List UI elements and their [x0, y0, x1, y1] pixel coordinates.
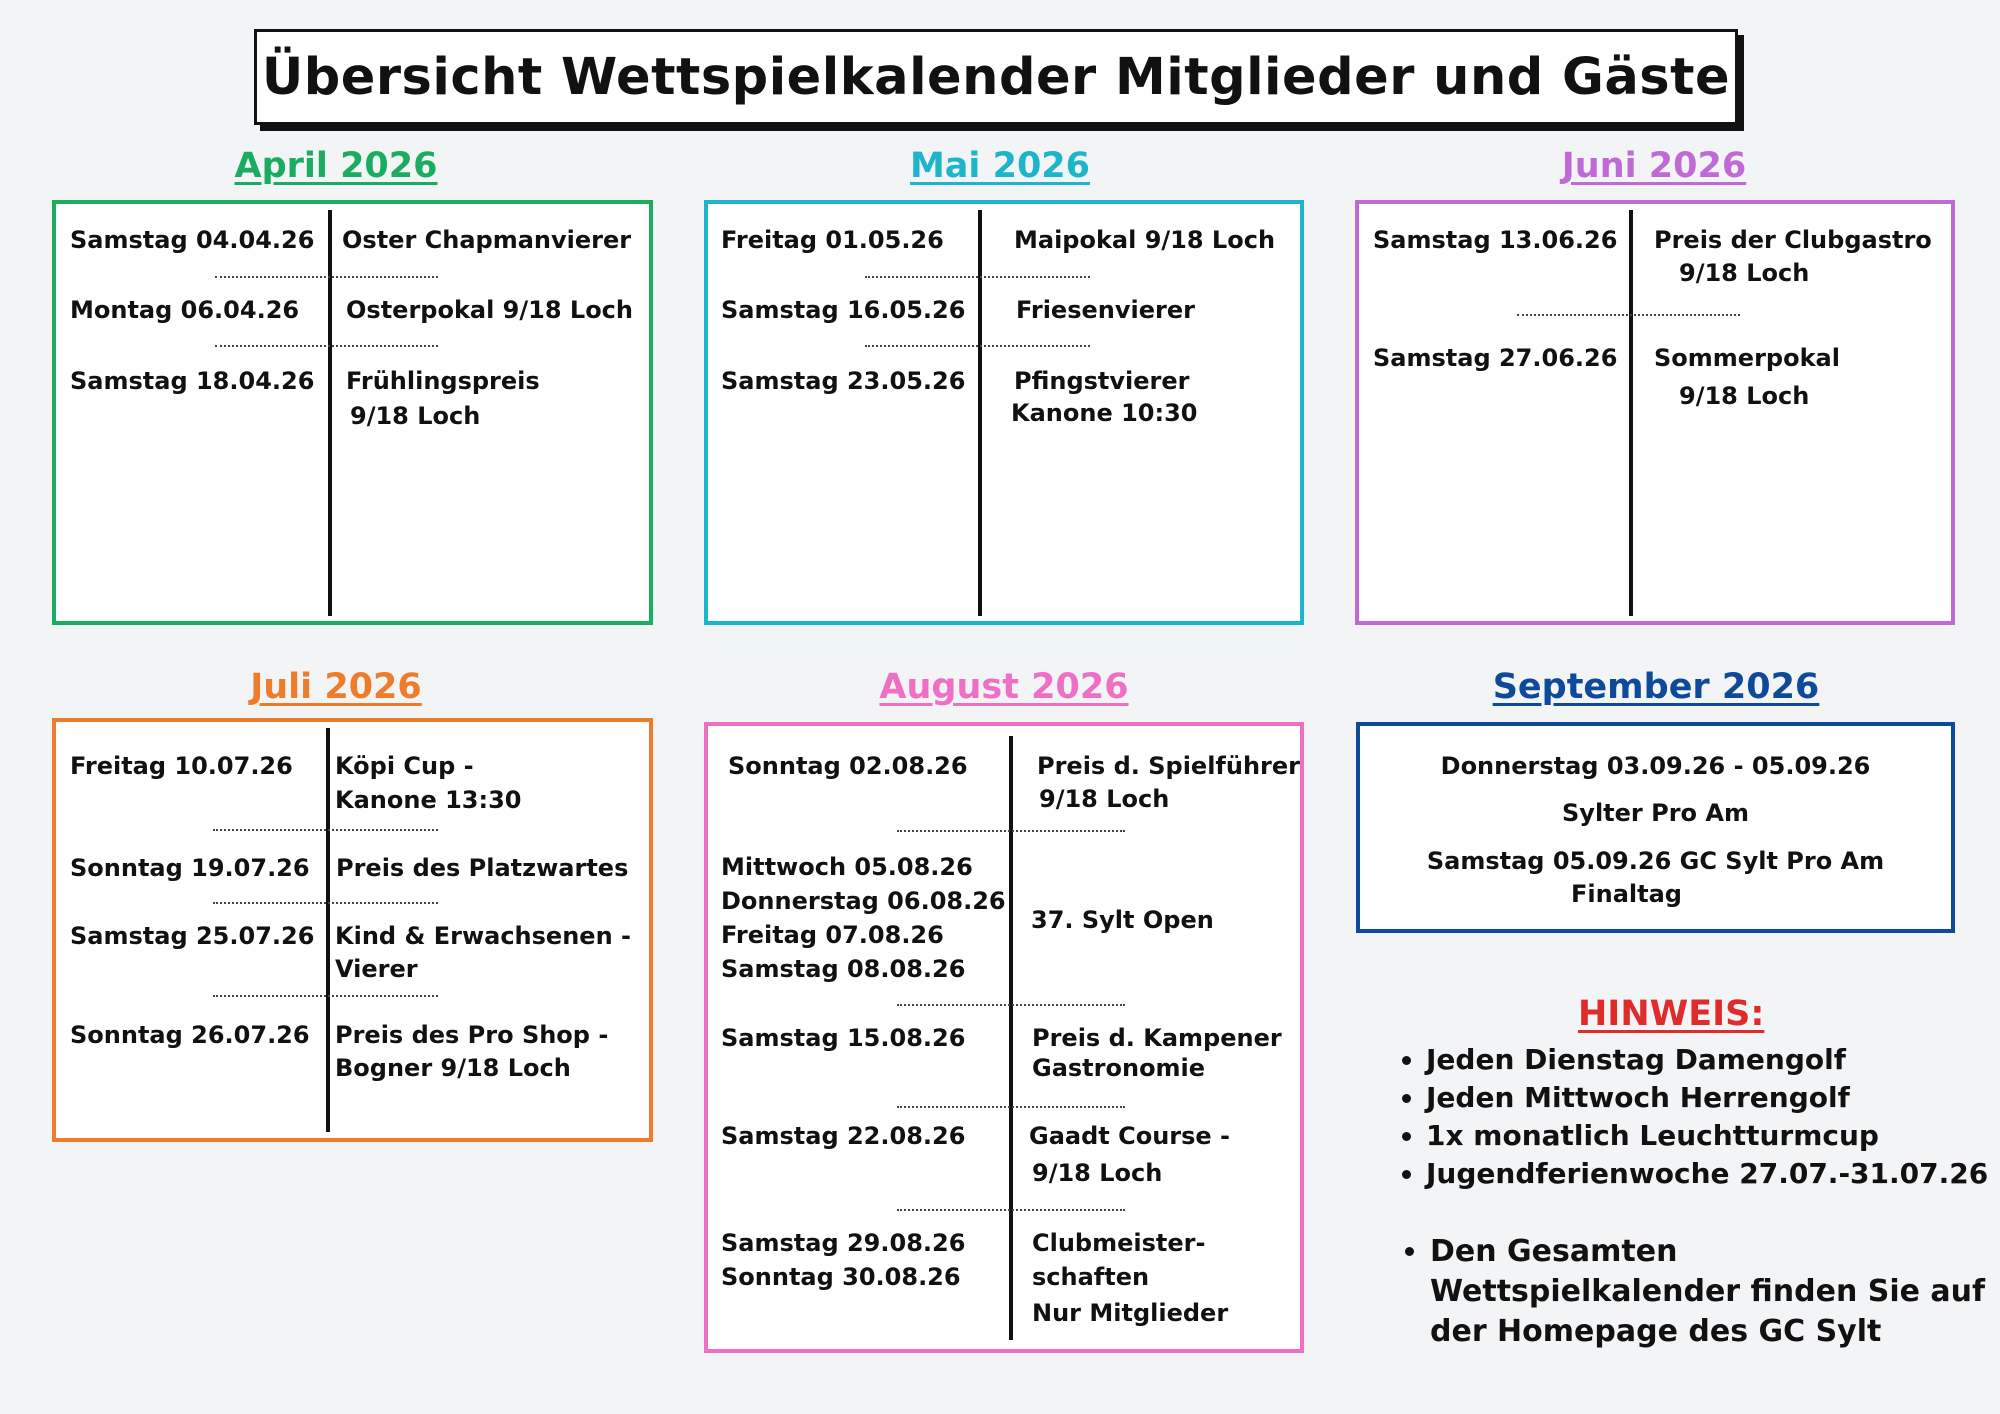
row-separator	[897, 1209, 1125, 1211]
event-name: 37. Sylt Open	[1031, 906, 1214, 934]
event-date: Samstag 18.04.26	[70, 367, 315, 395]
month-title-april: April 2026	[234, 146, 438, 186]
event-name: Clubmeister-	[1032, 1229, 1206, 1257]
event-name: Nur Mitglieder	[1032, 1299, 1229, 1327]
event-name: Oster Chapmanvierer	[342, 226, 632, 254]
month-title-juni: Juni 2026	[1561, 146, 1747, 186]
event-date: Sonntag 19.07.26	[70, 854, 310, 882]
event-date: Sonntag 02.08.26	[728, 752, 968, 780]
row-separator	[213, 902, 438, 904]
event-name: Preis der Clubgastro	[1654, 226, 1932, 254]
event-name: Preis d. Spielführer	[1037, 752, 1300, 780]
event-name: Vierer	[335, 955, 418, 983]
event-name: Gastronomie	[1032, 1054, 1206, 1082]
event-date: Samstag 29.08.26	[721, 1229, 966, 1257]
event-date: Sonntag 26.07.26	[70, 1021, 310, 1049]
event-date: Freitag 01.05.26	[721, 226, 944, 254]
event-name: Kanone 10:30	[1011, 399, 1198, 427]
event-date: Samstag 27.06.26	[1373, 344, 1618, 372]
event-date: Mittwoch 05.08.26	[721, 853, 973, 881]
event-name: Osterpokal 9/18 Loch	[346, 296, 633, 324]
event-name: Frühlingspreis	[346, 367, 540, 395]
page-title: Übersicht Wettspielkalender Mitglieder und Gäste	[261, 47, 1731, 107]
event-name: Friesenvierer	[1016, 296, 1195, 324]
event-name: schaften	[1032, 1263, 1150, 1291]
event-name: 9/18 Loch	[1032, 1159, 1163, 1187]
event-name: Preis d. Kampener	[1032, 1024, 1282, 1052]
month-box-juni	[1355, 200, 1955, 625]
event-name: Bogner 9/18 Loch	[335, 1054, 571, 1082]
event-date: Samstag 23.05.26	[721, 367, 966, 395]
column-divider	[978, 210, 982, 616]
hinweis-list	[1386, 1041, 1988, 1193]
hinweis-extra-list	[1390, 1232, 1990, 1352]
row-separator	[865, 276, 1090, 278]
list-item: • Jeden Mittwoch Herrengolf	[1426, 1079, 1988, 1117]
event-date: Samstag 13.06.26	[1373, 226, 1618, 254]
event-date: Samstag 22.08.26	[721, 1122, 966, 1150]
row-separator	[213, 995, 438, 997]
event-text: Sylter Pro Am	[1562, 799, 1749, 827]
row-separator	[213, 829, 438, 831]
column-divider	[1629, 210, 1633, 616]
month-title-mai: Mai 2026	[909, 146, 1091, 186]
row-separator	[215, 276, 438, 278]
event-name: Köpi Cup -	[335, 752, 474, 780]
event-name: Gaadt Course -	[1029, 1122, 1230, 1150]
event-name: 9/18 Loch	[350, 402, 481, 430]
hinweis-title: HINWEIS:	[1578, 994, 1765, 1034]
column-divider	[326, 728, 330, 1132]
row-separator	[215, 345, 438, 347]
event-date: Samstag 08.08.26	[721, 955, 966, 983]
list-item: • Jugendferienwoche 27.07.-31.07.26	[1426, 1155, 1988, 1193]
list-item: • 1x monatlich Leuchtturmcup	[1426, 1117, 1988, 1155]
row-separator	[897, 830, 1125, 832]
event-name: Kanone 13:30	[335, 786, 522, 814]
event-name: Maipokal 9/18 Loch	[1014, 226, 1276, 254]
column-divider	[1009, 736, 1013, 1340]
event-date: Donnerstag 06.08.26	[721, 887, 1006, 915]
month-title-juli: Juli 2026	[250, 667, 422, 707]
event-name: 9/18 Loch	[1679, 382, 1810, 410]
row-separator	[897, 1106, 1125, 1108]
event-name: Sommerpokal	[1654, 344, 1840, 372]
row-separator	[897, 1004, 1125, 1006]
event-name: 9/18 Loch	[1679, 259, 1810, 287]
month-title-september: September 2026	[1492, 667, 1820, 707]
page-title-box	[254, 29, 1738, 125]
month-box-mai	[704, 200, 1304, 625]
event-date: Sonntag 30.08.26	[721, 1263, 961, 1291]
event-name: Preis des Platzwartes	[336, 854, 629, 882]
event-name: Preis des Pro Shop -	[335, 1021, 609, 1049]
month-title-august: August 2026	[879, 667, 1129, 707]
event-text: Finaltag	[1571, 880, 1682, 908]
list-item: • Jeden Dienstag Damengolf	[1426, 1041, 1988, 1079]
event-text: Samstag 05.09.26 GC Sylt Pro Am	[1426, 847, 1885, 875]
event-date: Samstag 04.04.26	[70, 226, 315, 254]
event-name: 9/18 Loch	[1039, 785, 1170, 813]
event-name: Pfingstvierer	[1014, 367, 1190, 395]
event-date: Freitag 10.07.26	[70, 752, 293, 780]
event-date: Montag 06.04.26	[70, 296, 300, 324]
event-date: Samstag 15.08.26	[721, 1024, 966, 1052]
event-date: Freitag 07.08.26	[721, 921, 944, 949]
event-name: Kind & Erwachsenen -	[335, 922, 631, 950]
event-date: Samstag 16.05.26	[721, 296, 966, 324]
column-divider	[328, 210, 332, 616]
row-separator	[1517, 314, 1740, 316]
row-separator	[865, 345, 1090, 347]
event-date: Samstag 25.07.26	[70, 922, 315, 950]
list-item: • Den Gesamten Wettspielkalender finden Sie auf der Homepage des GC Sylt	[1430, 1232, 1990, 1352]
event-text: Donnerstag 03.09.26 - 05.09.26	[1440, 752, 1871, 780]
